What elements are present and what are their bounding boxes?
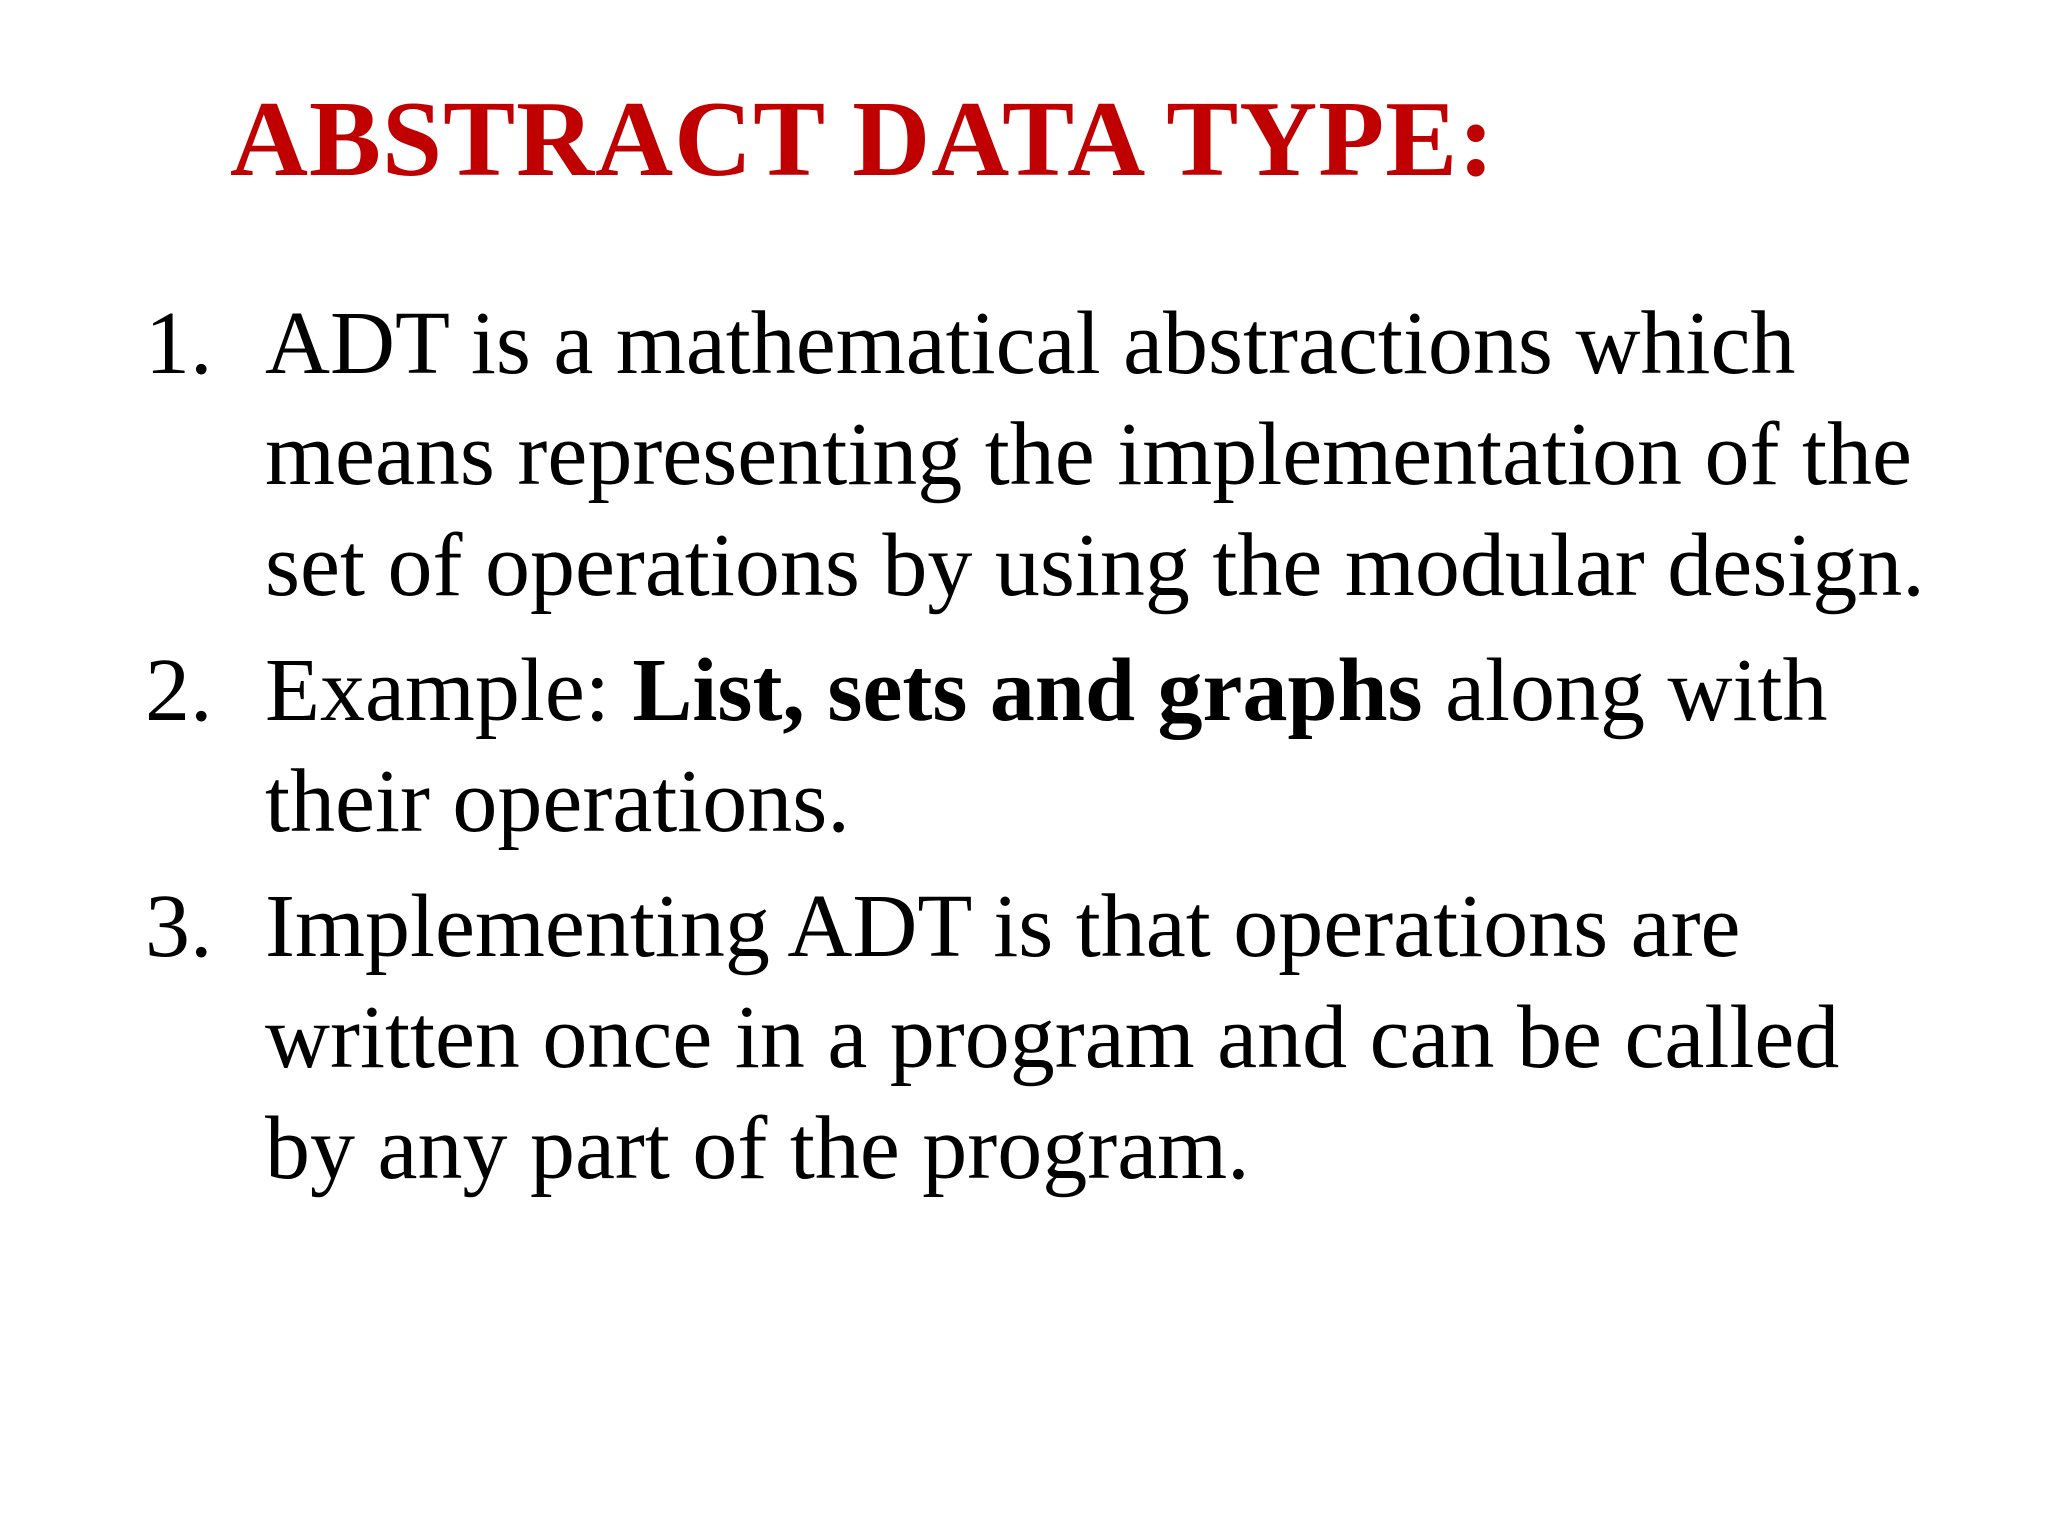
list-item-line: ADT is a mathematical abstractions which bbox=[265, 294, 1796, 393]
example-prefix: Example: bbox=[265, 641, 633, 740]
list-item-line: by any part of the program. bbox=[265, 1099, 1250, 1198]
list-item bbox=[145, 635, 2005, 857]
example-highlight: List, sets and graphs bbox=[632, 641, 1423, 740]
list-item-number: 3. bbox=[145, 877, 213, 976]
list-item-line bbox=[265, 635, 2005, 746]
slide-title: ABSTRACT DATA TYPE: bbox=[230, 80, 1496, 199]
numbered-list bbox=[145, 288, 2005, 1218]
list-item-line: Implementing ADT is that operations are bbox=[265, 877, 1741, 976]
list-item bbox=[145, 288, 2005, 621]
list-item bbox=[145, 871, 2005, 1204]
list-item-line: written once in a program and can be called bbox=[265, 988, 1840, 1087]
list-item-number: 1. bbox=[145, 294, 213, 393]
list-item-line: their operations. bbox=[265, 752, 850, 851]
list-item-number: 2. bbox=[145, 641, 213, 740]
example-suffix: along with bbox=[1422, 641, 1828, 740]
list-item-line: set of operations by using the modular design. bbox=[265, 516, 1925, 615]
list-item-line: means representing the implementation of the bbox=[265, 405, 1912, 504]
